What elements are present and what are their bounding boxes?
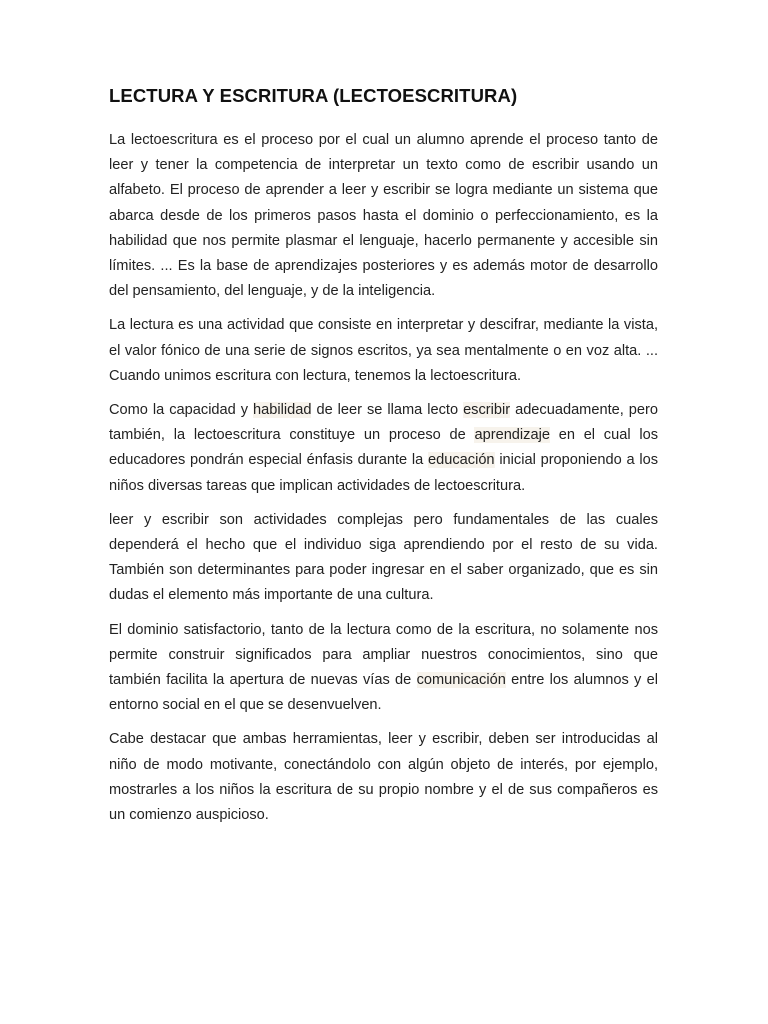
document-page [109,82,658,837]
paragraph-text: Como la capacidad y [109,402,254,419]
paragraph-text: leer y escribir son actividades complejas pero fundamentales de las cuales dependerá el hecho que el individuo siga aprendiendo por el resto de su vida. También son determinantes para poder ingresar en el saber organizado, que es sin dudas el elemento más importante de una cultura. [109,511,658,604]
highlighted-term: educación [428,452,495,469]
paragraph-text: adecuadamente, pero también, la lectoescritura constituye un proceso de [109,402,658,444]
document-body [109,128,658,828]
highlighted-term: escribir [463,402,511,419]
body-paragraph [109,128,658,304]
paragraph-text: La lectoescritura es el proceso por el cual un alumno aprende el proceso tanto de leer y tener la competencia de interpretar un texto como de escribir usando un alfabeto. El proceso de aprender a leer y escribir se logra mediante un sistema que abarca desde de los primeros pasos hasta el dominio o perfeccionamiento, es la habilidad que nos permite plasmar el lenguaje, hacerlo permanente y accesible sin límites. ... Es la base de aprendizajes posteriores y es además motor de desarrollo del pensamiento, del lenguaje, y de la inteligencia. [109,132,658,300]
highlighted-term: aprendizaje [474,427,550,444]
paragraph-text: El dominio satisfactorio, tanto de la lectura como de la escritura, no solamente nos permite construir significados para ampliar nuestros conocimientos, sino que también facilita la apertura de nuevas vías de [109,621,658,689]
paragraph-text: La lectura es una actividad que consiste en interpretar y descifrar, mediante la vista, el valor fónico de una serie de signos escritos, ya sea mentalmente o en voz alta. ... Cuando unimos escritura con lectura, tenemos la lectoescritura. [109,317,658,384]
highlighted-term: habilidad [253,402,312,419]
body-paragraph [109,727,658,828]
paragraph-text: Cabe destacar que ambas herramientas, leer y escribir, deben ser introducidas al niño de modo motivante, conectándolo con algún objeto de interés, por ejemplo, mostrarles a los niños la escritura de su propio nombre y el de sus compañeros es un comienzo auspicioso. [109,731,658,824]
highlighted-term: comunicación [416,672,506,689]
body-paragraph [109,508,658,609]
document-title: LECTURA Y ESCRITURA (LECTOESCRITURA) [109,85,518,106]
body-paragraph [109,618,658,719]
paragraph-text: entre los alumnos y el entorno social en el que se desenvuelven. [109,672,658,714]
paragraph-text: inicial proponiendo a los niños diversas tareas que implican actividades de lectoescritura. [109,452,659,494]
body-paragraph [109,313,658,389]
paragraph-text: en el cual los educadores pondrán especial énfasis durante la [109,427,658,469]
body-paragraph [109,398,658,499]
paragraph-text: de leer se llama lecto [311,402,464,419]
